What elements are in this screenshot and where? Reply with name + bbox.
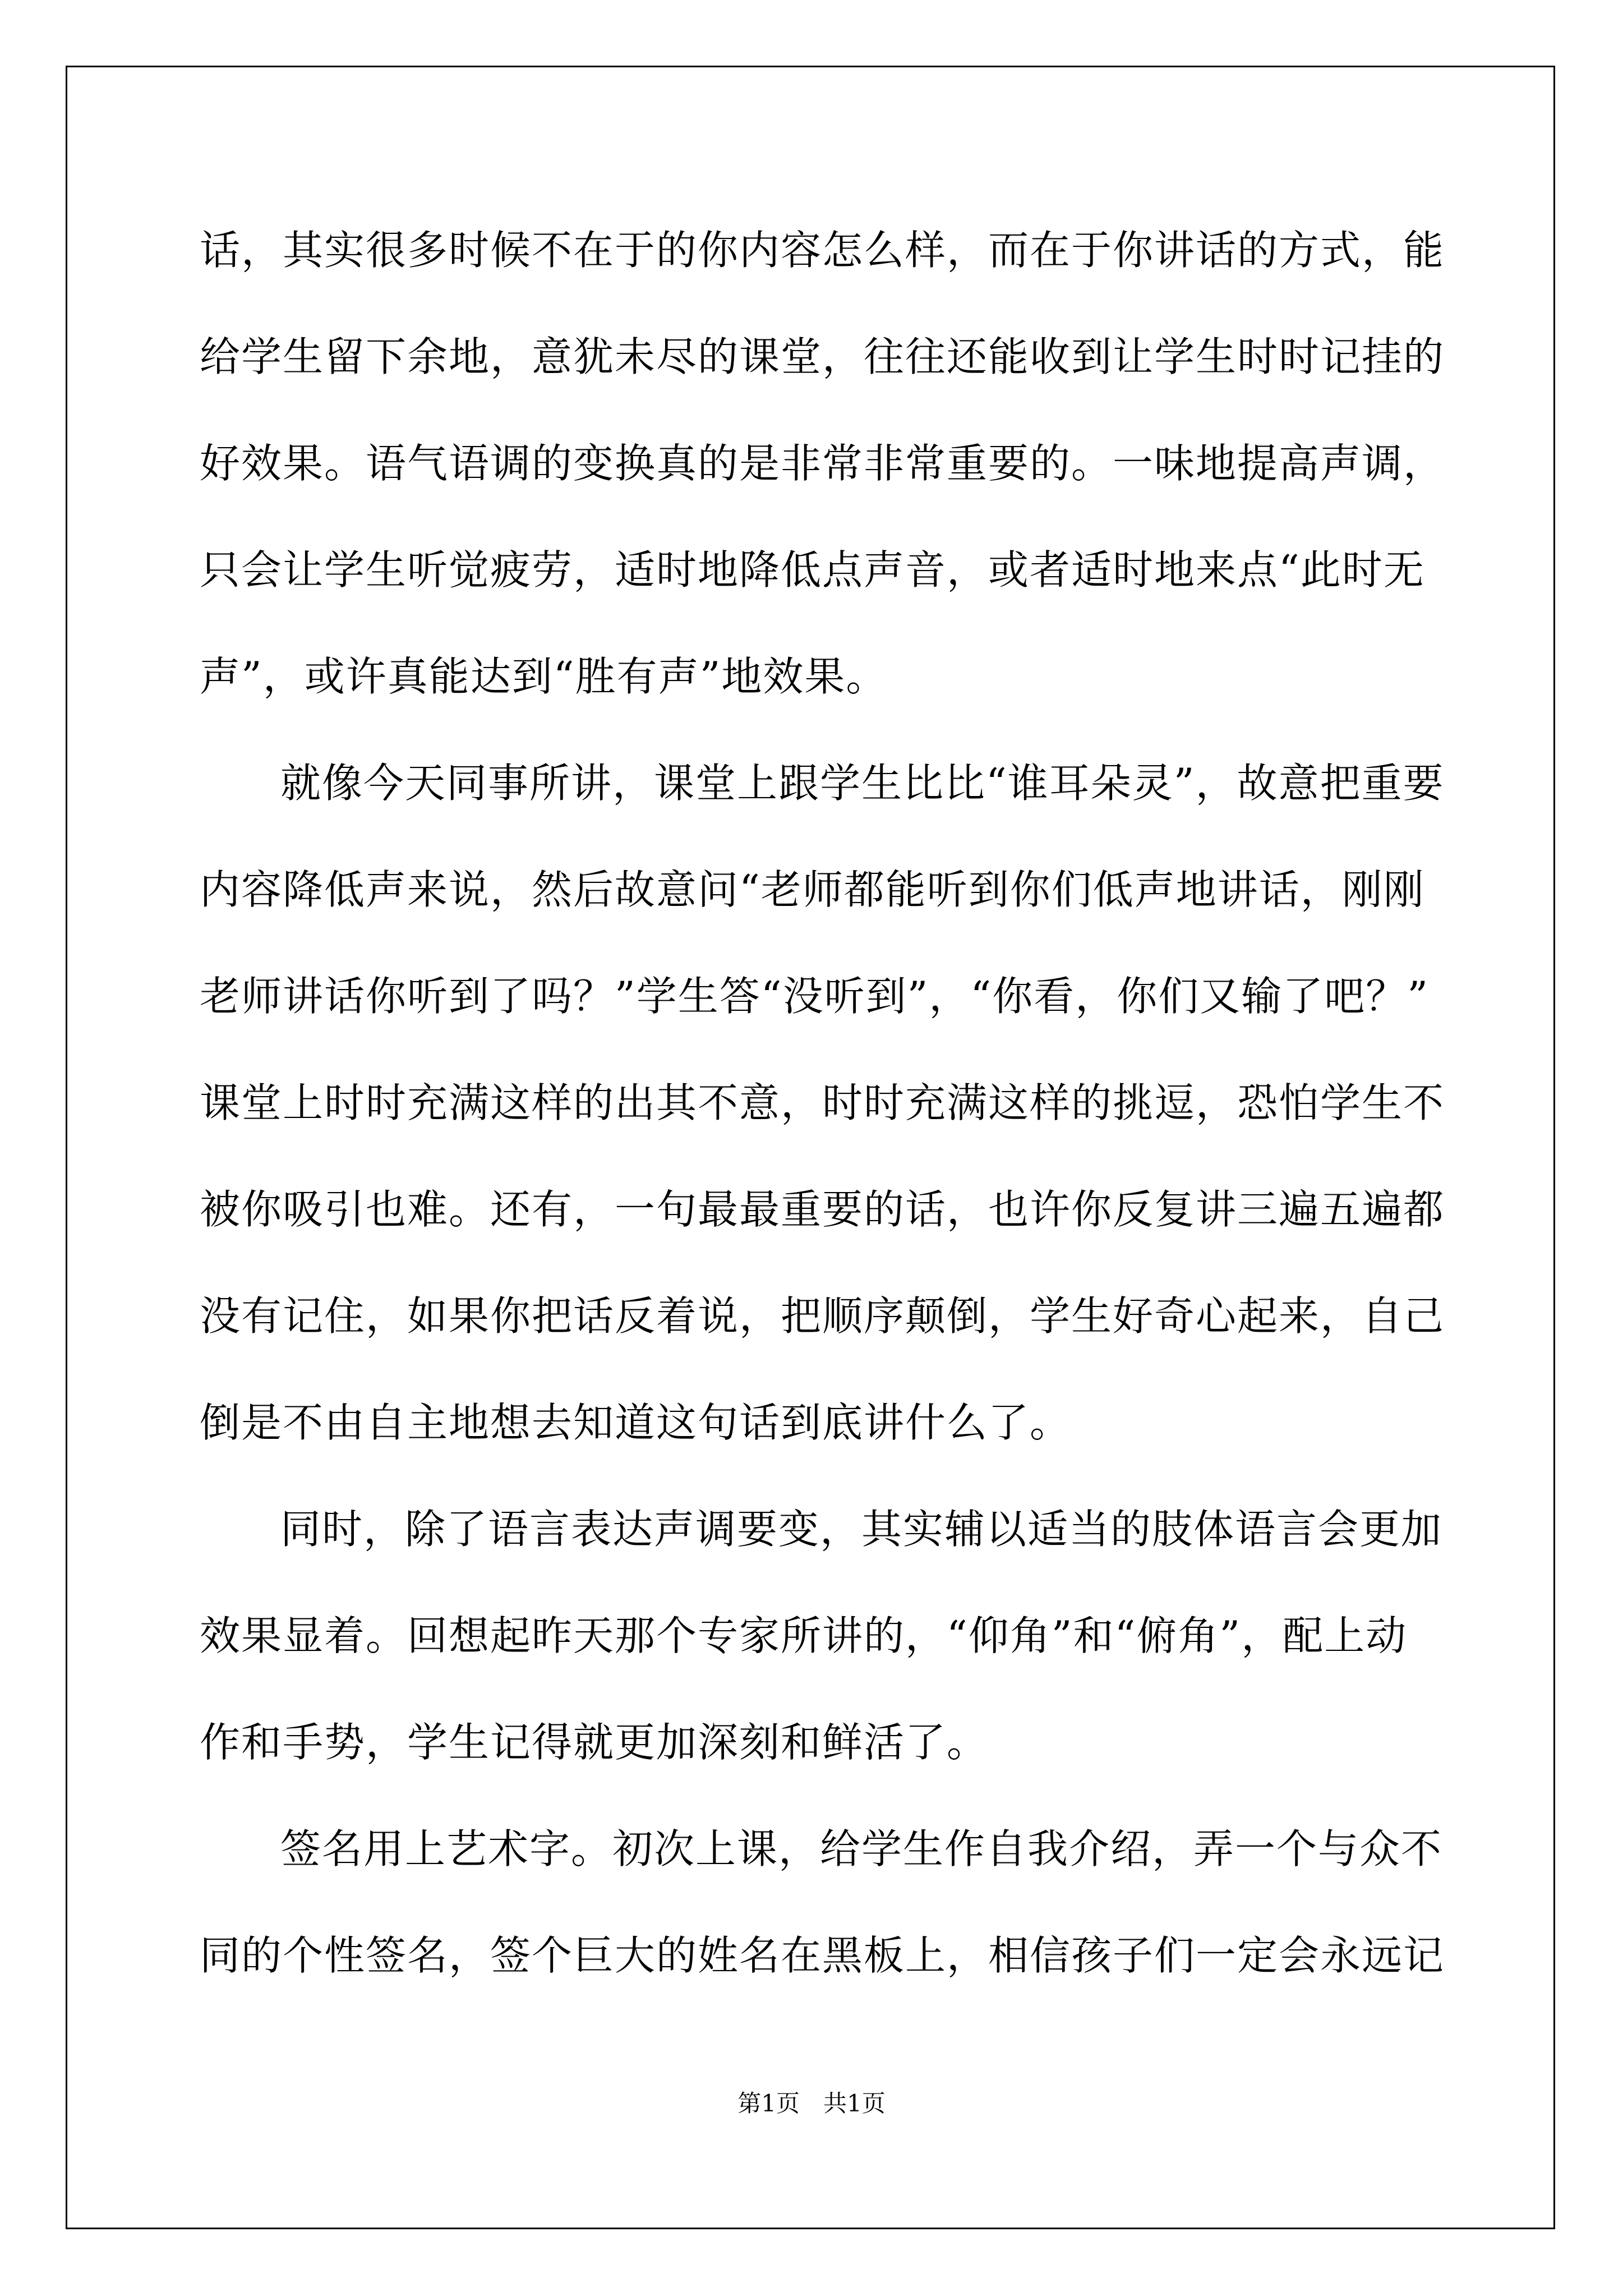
text-line: 好效果。语气语调的变换真的是非常非常重要的。一味地提高声调， [200, 440, 1445, 487]
paragraph-first-line: 签名用上艺术字。初次上课，给学生作自我介绍，弄一个与众不 [280, 1825, 1443, 1872]
text-line: 作和手势，学生记得就更加深刻和鲜活了。 [200, 1719, 989, 1766]
page-number: 第1页 共1页 [737, 2090, 886, 2117]
text-line: 声”，或许真能达到“胜有声”地效果。 [200, 653, 888, 700]
text-line: 老师讲话你听到了吗？”学生答“没听到”，“你看，你们又输了吧？” [200, 973, 1430, 1020]
text-line: 内容降低声来说，然后故意问“老师都能听到你们低声地讲话，刚刚 [200, 866, 1425, 913]
page-border [66, 66, 1555, 2229]
text-line: 没有记住，如果你把话反着说，把顺序颠倒，学生好奇心起来，自己 [200, 1292, 1445, 1340]
paragraph-first-line: 就像今天同事所讲，课堂上跟学生比比“谁耳朵灵”，故意把重要 [280, 760, 1445, 807]
text-line: 只会让学生听觉疲劳，适时地降低点声音，或者适时地来点“此时无 [200, 546, 1425, 593]
text-line: 效果显着。回想起昨天那个专家所讲的，“仰角”和“俯角”，配上动 [200, 1612, 1408, 1659]
text-line: 课堂上时时充满这样的出其不意，时时充满这样的挑逗，恐怕学生不 [200, 1079, 1445, 1126]
text-line: 被你吸引也难。还有，一句最最重要的话，也许你反复讲三遍五遍都 [200, 1186, 1445, 1233]
text-line: 给学生留下余地，意犹未尽的课堂，往往还能收到让学生时时记挂的 [200, 333, 1445, 380]
paragraph-first-line: 同时，除了语言表达声调要变，其实辅以适当的肢体语言会更加 [280, 1506, 1443, 1553]
text-line: 倒是不由自主地想去知道这句话到底讲什么了。 [200, 1399, 1072, 1446]
text-line: 话，其实很多时候不在于的你内容怎么样，而在于你讲话的方式，能 [200, 227, 1445, 274]
text-line: 同的个性签名，签个巨大的姓名在黑板上，相信孩子们一定会永远记 [200, 1932, 1445, 1979]
